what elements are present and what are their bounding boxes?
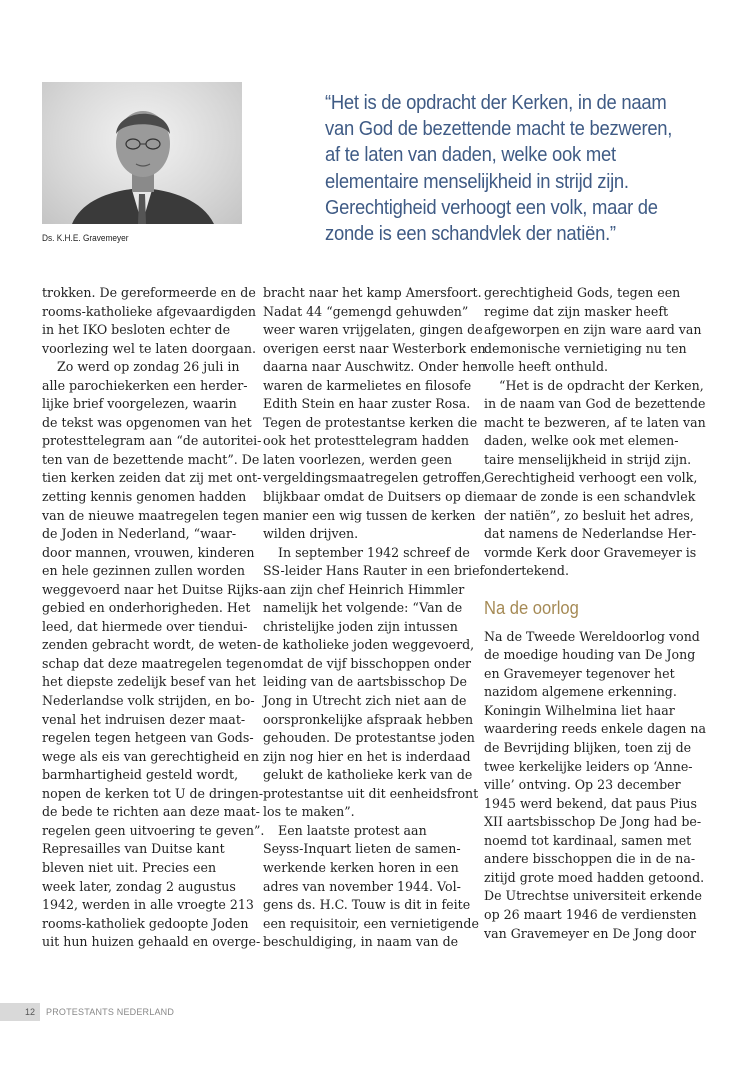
text-line: demonische vernietiging nu ten xyxy=(484,340,687,356)
text-line: gebied en onderhorigheden. Het xyxy=(42,600,251,616)
text-line: christelijke joden zijn intussen xyxy=(263,618,458,634)
text-line: Edith Stein en haar zuster Rosa. xyxy=(263,396,471,412)
text-line: trokken. De gereformeerde en de xyxy=(42,285,256,300)
page-number: 12 xyxy=(0,1003,40,1021)
text-line: daden, welke ook met elemen- xyxy=(484,433,679,449)
text-line: tien kerken zeiden dat zij met ont- xyxy=(42,470,262,486)
text-line: laten voorlezen, werden geen xyxy=(263,451,453,467)
text-line: venal het indruisen dezer maat- xyxy=(42,711,246,727)
text-line: In september 1942 schreef de xyxy=(278,544,470,560)
portrait-photo xyxy=(42,82,242,224)
text-line: ook het protesttelegram hadden xyxy=(263,433,469,449)
text-line: oorspronkelijke afspraak hebben xyxy=(263,711,474,727)
text-line: in de naam van God de bezettende xyxy=(484,396,706,412)
text-line: en hele gezinnen zullen worden xyxy=(42,563,245,579)
text-line: macht te bezweren, af te laten van xyxy=(484,414,706,430)
text-line: protesttelegram aan “de autoritei- xyxy=(42,433,262,449)
pull-quote-line: af te laten van daden, welke ook met xyxy=(325,143,616,167)
text-line: SS-leider Hans Rauter in een brief xyxy=(263,563,485,579)
text-line: en Gravemeyer tegenover het xyxy=(484,665,675,681)
page-footer xyxy=(0,1003,400,1021)
text-line: zitijd grote moed hadden getoond. xyxy=(484,869,705,885)
text-line: Na de Tweede Wereldoorlog vond xyxy=(484,628,700,644)
text-line: De Utrechtse universiteit erkende xyxy=(484,888,702,904)
text-line: Koningin Wilhelmina liet haar xyxy=(484,702,675,718)
text-line: regelen geen uitvoering te geven”. xyxy=(42,822,265,838)
text-line: Tegen de protestantse kerken die xyxy=(263,414,478,430)
text-line: zijn nog hier en het is inderdaad xyxy=(263,748,471,764)
text-line: twee kerkelijke leiders op ‘Anne- xyxy=(484,758,693,774)
section-heading: Na de oorlog xyxy=(484,597,579,618)
text-line: “Het is de opdracht der Kerken, xyxy=(499,377,704,393)
text-line: beschuldiging, in naam van de xyxy=(263,934,459,950)
text-line: andere bisschoppen die in de na- xyxy=(484,851,696,867)
text-line: Gerechtigheid verhoogt een volk, xyxy=(484,470,698,486)
text-line: Seyss-Inquart lieten de samen- xyxy=(263,841,461,857)
text-line: de tekst was opgenomen van het xyxy=(42,414,252,430)
text-line: voorlezing wel te laten doorgaan. xyxy=(42,340,257,356)
body-column-2 xyxy=(263,284,486,952)
text-line: Nederlandse volk strijden, en bo- xyxy=(42,693,255,709)
text-line: schap dat deze maatregelen tegen xyxy=(42,655,263,671)
text-line: rooms-katholieke afgevaardigden xyxy=(42,303,256,319)
text-line: waren de karmelietes en filosofe xyxy=(263,377,472,393)
text-line: blijkbaar omdat de Duitsers op die xyxy=(263,489,485,505)
text-line: Nadat 44 “gemengd gehuwden” xyxy=(263,303,469,319)
text-line: vormde Kerk door Gravemeyer is xyxy=(484,544,697,560)
text-line: namelijk het volgende: “Van de xyxy=(263,600,463,616)
text-line: vergeldingsmaatregelen getroffen, xyxy=(263,470,486,486)
text-line: week later, zondag 2 augustus xyxy=(42,878,236,894)
text-line: noemd tot kardinaal, samen met xyxy=(484,832,692,848)
text-line: nopen de kerken tot U de dringen- xyxy=(42,785,264,801)
text-line: bracht naar het kamp Amersfoort. xyxy=(263,285,482,300)
text-line: ondertekend. xyxy=(484,563,570,579)
text-line: waardering reeds enkele dagen na xyxy=(484,721,706,737)
text-line: manier een wig tussen de kerken xyxy=(263,507,476,523)
photo-caption: Ds. K.H.E. Gravemeyer xyxy=(42,233,129,243)
text-line: werkende kerken horen in een xyxy=(263,859,459,875)
text-line: los te maken”. xyxy=(263,804,355,820)
text-line: 1945 werd bekend, dat paus Pius xyxy=(484,795,698,811)
magazine-name: PROTESTANTS NEDERLAND xyxy=(46,1007,175,1017)
pull-quote-line: Gerechtigheid verhoogt een volk, maar de xyxy=(325,195,658,219)
text-line: afgeworpen en zijn ware aard van xyxy=(484,322,702,338)
text-line: alle parochiekerken een herder- xyxy=(42,377,248,393)
text-line: omdat de vijf bisschoppen onder xyxy=(263,655,472,671)
text-line: ville’ ontving. Op 23 december xyxy=(484,777,681,793)
text-line: nazidom algemene erkenning. xyxy=(484,684,677,700)
body-column-1 xyxy=(42,284,265,952)
pull-quote-line: zonde is een schandvlek der natiën.” xyxy=(325,222,616,246)
text-line: der natiën”, zo besluit het adres, xyxy=(484,507,694,523)
text-line: ten van de bezettende macht”. De xyxy=(42,451,260,467)
text-line: rooms-katholiek gedoopte Joden xyxy=(42,915,249,931)
body-column-3 xyxy=(484,284,706,943)
pull-quote-line: “Het is de opdracht der Kerken, in de naam xyxy=(325,91,667,114)
text-line: aan zijn chef Heinrich Himmler xyxy=(263,581,465,597)
text-line: gehouden. De protestantse joden xyxy=(263,730,475,746)
text-line: zetting kennis genomen hadden xyxy=(42,489,247,505)
text-line: regime dat zijn masker heeft xyxy=(484,303,669,319)
text-line: van Gravemeyer en De Jong door xyxy=(484,925,697,941)
text-line: maar de zonde is een schandvlek xyxy=(484,489,696,505)
text-line: een requisitoir, een vernietigende xyxy=(263,915,479,931)
text-line: gelukt de katholieke kerk van de xyxy=(263,767,473,783)
pull-quote-line: elementaire menselijkheid in strijd zijn. xyxy=(325,169,629,193)
text-line: overigen eerst naar Westerbork en xyxy=(263,340,486,356)
text-line: de katholieke joden weggevoerd, xyxy=(263,637,475,653)
text-line: protestantse uit dit eenheidsfront xyxy=(263,785,479,801)
text-line: Een laatste protest aan xyxy=(278,822,427,838)
text-line: uit hun huizen gehaald en overge- xyxy=(42,934,261,950)
text-line: regelen tegen hetgeen van Gods- xyxy=(42,730,254,746)
text-line: dat namens de Nederlandse Her- xyxy=(484,526,697,542)
text-line: lijke brief voorgelezen, waarin xyxy=(42,396,237,412)
text-line: de Joden in Nederland, “waar- xyxy=(42,526,237,542)
text-line: daarna naar Auschwitz. Onder hen xyxy=(263,359,486,375)
text-line: weggevoerd naar het Duitse Rijks- xyxy=(42,581,263,597)
text-line: van de nieuwe maatregelen tegen xyxy=(42,507,259,523)
text-line: de bede te richten aan deze maat- xyxy=(42,804,260,820)
text-line: bleven niet uit. Precies een xyxy=(42,859,217,875)
text-line: wege als eis van gerechtigheid en xyxy=(42,748,259,764)
text-line: door mannen, vrouwen, kinderen xyxy=(42,544,255,560)
pull-quote xyxy=(325,90,685,247)
text-line: Zo werd op zondag 26 juli in xyxy=(57,359,240,375)
text-line: Represailles van Duitse kant xyxy=(42,841,225,857)
text-line: leiding van de aartsbisschop De xyxy=(263,674,467,690)
text-line: 1942, werden in alle vroegte 213 xyxy=(42,897,254,913)
text-line: volle heeft onthuld. xyxy=(484,359,609,375)
text-line: XII aartsbisschop De Jong had be- xyxy=(484,814,702,830)
text-line: op 26 maart 1946 de verdiensten xyxy=(484,906,697,922)
text-line: de moedige houding van De Jong xyxy=(484,647,696,663)
text-line: wilden drijven. xyxy=(263,526,359,542)
text-line: de Bevrijding blijken, toen zij de xyxy=(484,740,692,756)
text-line: barmhartigheid gesteld wordt, xyxy=(42,767,239,783)
text-line: zenden gebracht wordt, de weten- xyxy=(42,637,262,653)
text-line: gerechtigheid Gods, tegen een xyxy=(484,285,681,300)
text-line: leed, dat hiermede over tiendui- xyxy=(42,618,248,634)
text-line: gens ds. H.C. Touw is dit in feite xyxy=(263,897,471,913)
text-line: weer waren vrijgelaten, gingen de xyxy=(263,322,483,338)
text-line: Jong in Utrecht zich niet aan de xyxy=(263,693,467,709)
text-line: adres van november 1944. Vol- xyxy=(263,878,461,894)
text-line: in het IKO besloten echter de xyxy=(42,322,231,338)
text-line: taire menselijkheid in strijd zijn. xyxy=(484,451,692,467)
pull-quote-line: van God de bezettende macht te bezweren, xyxy=(325,117,673,141)
text-line: het diepste zedelijk besef van het xyxy=(42,674,256,690)
portrait-illustration xyxy=(42,82,242,224)
